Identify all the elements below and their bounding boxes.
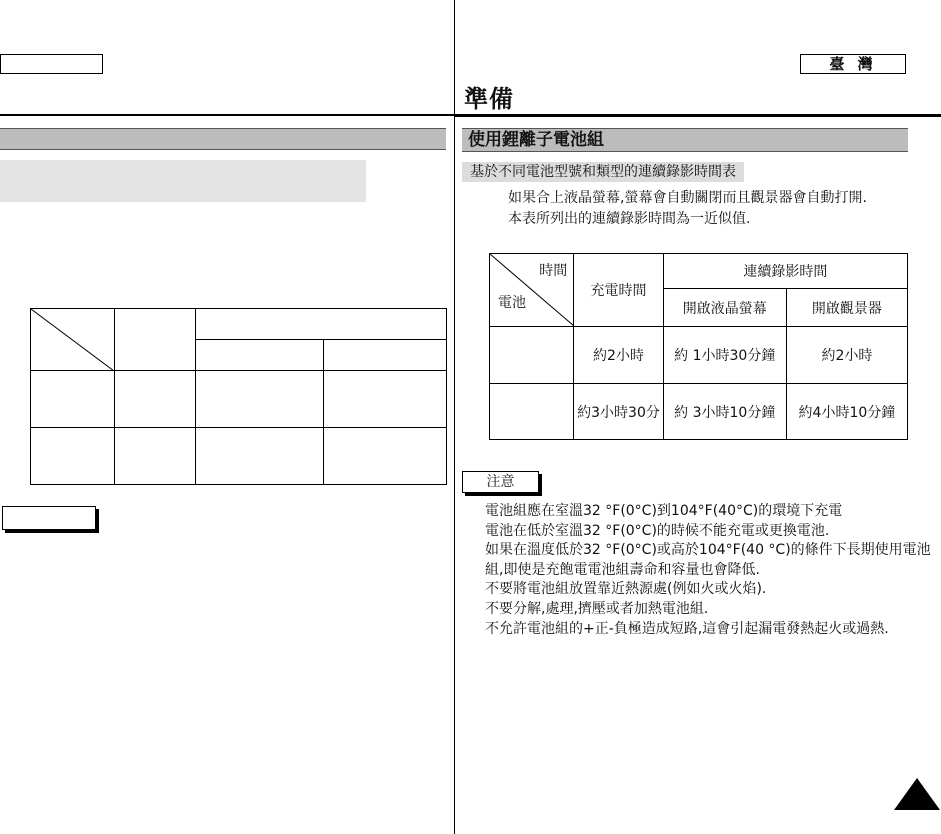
battery-cell	[490, 384, 574, 440]
left-table-corner	[31, 309, 115, 371]
left-header-rule	[0, 114, 454, 116]
left-section-bar	[0, 128, 446, 150]
charge-time-header: 充電時間	[574, 254, 663, 327]
note-line: 電池組應在室溫32 °F(0°C)到104°F(40°C)的環境下充電	[485, 503, 843, 519]
viewfinder-time-cell: 約2小時	[786, 327, 907, 384]
page-divider	[454, 0, 455, 834]
note-line: 不允許電池組的+正-負極造成短路,這會引起漏電發熱起火或過熱.	[485, 620, 889, 637]
language-label: 臺 灣	[800, 54, 906, 74]
lcd-header: 開啟液晶螢幕	[663, 289, 786, 327]
table-row	[490, 384, 908, 440]
table-row	[490, 327, 908, 384]
left-table-cell	[196, 371, 324, 428]
left-table-cell	[115, 371, 196, 428]
left-table-cell	[31, 371, 115, 428]
header-rule	[455, 114, 941, 117]
recording-time-table	[489, 253, 908, 440]
charge-time-cell: 約2小時	[574, 327, 663, 384]
section-title: 使用鋰離子電池組	[462, 128, 908, 152]
charge-time-cell: 約3小時30分	[574, 384, 663, 440]
left-table-cell	[196, 428, 324, 485]
corner-battery-label: 電池	[498, 295, 526, 311]
recording-time-header: 連續錄影時間	[663, 254, 907, 289]
viewfinder-header: 開啟觀景器	[786, 289, 907, 327]
left-table-cell	[115, 428, 196, 485]
section-subtitle: 基於不同電池型號和類型的連續錄影時間表	[462, 162, 744, 182]
intro-text	[508, 188, 867, 230]
note-line: 組,即使是充飽電電池組壽命和容量也會降低.	[485, 561, 760, 578]
corner-time-label: 時間	[539, 263, 568, 279]
notes-label: 注意	[462, 471, 539, 493]
left-table-cell	[324, 371, 447, 428]
left-language-box	[0, 54, 103, 74]
left-table-cell	[31, 428, 115, 485]
left-table-cell	[196, 309, 447, 340]
battery-cell	[490, 327, 574, 384]
lcd-time-cell: 約 3小時10分鐘	[663, 384, 786, 440]
note-line: 不要分解,處理,擠壓或者加熱電池組.	[485, 600, 709, 617]
left-table-cell	[324, 340, 447, 371]
lcd-time-cell: 約 1小時30分鐘	[663, 327, 786, 384]
note-line: 不要將電池組放置靠近熱源處(例如火或火焰).	[485, 581, 767, 598]
left-sub-bar	[0, 160, 366, 202]
table-corner-cell	[490, 254, 574, 327]
left-note-tab	[2, 506, 96, 530]
note-line: 如果在溫度低於32 °F(0°C)或高於104°F(40 °C)的條件下長期使用電池	[485, 542, 931, 559]
left-table-cell	[324, 428, 447, 485]
notes-list	[485, 502, 931, 639]
note-line: 電池在低於室溫32 °F(0°C)的時候不能充電或更換電池.	[485, 522, 830, 539]
viewfinder-time-cell: 約4小時10分鐘	[786, 384, 907, 440]
left-table-cell	[115, 309, 196, 371]
intro-line: 如果合上液晶螢幕,螢幕會自動關閉而且觀景器會自動打開.	[508, 190, 867, 206]
page-title: 準備	[464, 85, 514, 113]
left-table	[30, 308, 447, 485]
left-table-diagonal	[31, 309, 114, 371]
intro-line: 本表所列出的連續錄影時間為一近似值.	[508, 211, 751, 227]
next-page-triangle-icon	[894, 778, 940, 810]
left-table-cell	[196, 340, 324, 371]
